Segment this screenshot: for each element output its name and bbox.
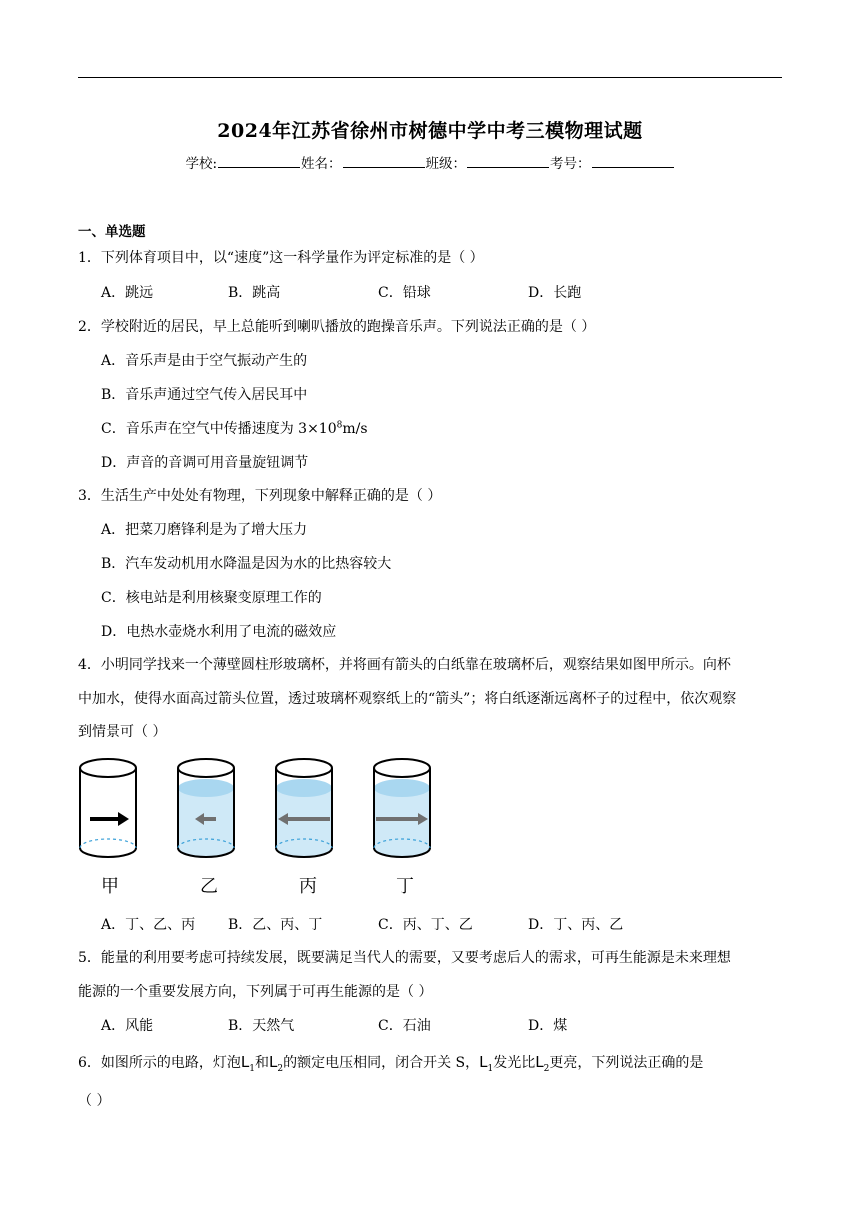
q3-option-c[interactable]: C．核电站是利用核聚变原理工作的 (101, 590, 322, 606)
q1-stem: 1．下列体育项目中，以“速度”这一科学量作为评定标准的是（ ） (78, 250, 484, 266)
q4-option-b[interactable]: B．乙、丙、丁 (228, 917, 323, 933)
q6-text-1: 6．如图所示的电路，灯泡 (78, 1055, 241, 1071)
q6-text-4: 发光比 (493, 1055, 536, 1071)
q4-option-d[interactable]: D．丁、丙、乙 (528, 917, 624, 933)
caption-jia: 甲 (101, 876, 119, 897)
q2-option-d[interactable]: D．声音的音调可用音量旋钮调节 (101, 455, 309, 471)
q6-text-5: 更亮，下列说法正确的是 (549, 1055, 704, 1071)
q2-option-a[interactable]: A．音乐声是由于空气振动产生的 (101, 353, 308, 369)
q4-stem-line3: 到情景可（ ） (78, 724, 167, 740)
lamp-l1-sub-b: 1 (487, 1063, 494, 1074)
student-info (0, 152, 860, 172)
q4-option-a[interactable]: A．丁、乙、丙 (101, 917, 196, 933)
q2-option-c-text: C．音乐声在空气中传播速度为 3×10 (101, 421, 337, 437)
q4-stem-line1: 4．小明同学找来一个薄壁圆柱形玻璃杯，并将画有箭头的白纸靠在玻璃杯后，观察结果如图甲所示。向杯 (78, 657, 731, 673)
caption-ding: 丁 (396, 876, 414, 897)
q3-stem: 3．生活生产中处处有物理，下列现象中解释正确的是（ ） (78, 488, 442, 504)
q2-option-c[interactable] (101, 418, 368, 438)
name-label: 姓名： (301, 156, 342, 172)
glass-bing (276, 759, 332, 857)
top-rule (78, 77, 782, 78)
glass-jia (80, 759, 136, 857)
q3-option-d[interactable]: D．电热水壶烧水利用了电流的磁效应 (101, 624, 337, 640)
q4-glass-figure (70, 748, 470, 868)
glass-ding (374, 759, 430, 857)
q5-option-c[interactable]: C．石油 (378, 1018, 431, 1034)
q4-option-c[interactable]: C．丙、丁、乙 (378, 917, 473, 933)
school-blank[interactable] (218, 155, 300, 168)
lamp-l1-letter: L (240, 1053, 250, 1071)
lamp-l1-sub: 1 (249, 1063, 256, 1074)
glass-yi (178, 759, 234, 857)
class-blank[interactable] (467, 155, 549, 168)
q5-stem-line1: 5．能量的利用要考虑可持续发展，既要满足当代人的需要，又要考虑后人的需求，可再生能源是未来理想 (78, 950, 731, 966)
q6-stem-line1 (78, 1052, 703, 1074)
q3-option-b[interactable]: B．汽车发动机用水降温是因为水的比热容较大 (101, 556, 392, 572)
name-blank[interactable] (343, 155, 425, 168)
q6-text-3: 的额定电压相同，闭合开关 S， (283, 1055, 480, 1071)
lamp-l2-sub-b: 2 (543, 1063, 550, 1074)
q5-option-b[interactable]: B．天然气 (228, 1018, 295, 1034)
q5-stem-line2: 能源的一个重要发展方向，下列属于可再生能源的是（ ） (78, 984, 433, 1000)
q6-stem-line2: （ ） (78, 1093, 111, 1109)
class-label: 班级： (425, 156, 467, 172)
lamp-l2-letter: L (269, 1053, 278, 1071)
caption-yi: 乙 (200, 876, 218, 897)
lamp-l2-sub: 2 (277, 1063, 284, 1074)
page-title: 2024年江苏省徐州市树德中学中考三模物理试题 (217, 120, 643, 142)
q5-option-d[interactable]: D．煤 (528, 1018, 568, 1034)
q2-stem: 2．学校附近的居民，早上总能听到喇叭播放的跑操音乐声。下列说法正确的是（ ） (78, 319, 596, 335)
q2-option-b[interactable]: B．音乐声通过空气传入居民耳中 (101, 387, 308, 403)
lamp-l1-letter-b: L (479, 1053, 488, 1071)
lamp-l2-letter-b: L (535, 1053, 544, 1071)
q2-option-c-unit: m/s (342, 421, 368, 437)
q1-option-a[interactable]: A．跳远 (101, 285, 154, 301)
section-heading: 一、单选题 (78, 224, 146, 240)
number-blank[interactable] (592, 155, 674, 168)
school-label: 学校: (185, 156, 218, 172)
q4-stem-line2: 中加水，使得水面高过箭头位置，透过玻璃杯观察纸上的“箭头”；将白纸逐渐远离杯子的过程中，依次观察 (78, 691, 737, 707)
q5-option-a[interactable]: A．风能 (101, 1018, 154, 1034)
q1-option-d[interactable]: D．长跑 (528, 285, 582, 301)
q3-option-a[interactable]: A．把菜刀磨锋利是为了增大压力 (101, 522, 308, 538)
q1-option-b[interactable]: B．跳高 (228, 285, 281, 301)
q2-option-c-exp: 8 (336, 420, 343, 431)
number-label: 考号： (550, 156, 591, 172)
caption-bing: 丙 (299, 876, 317, 897)
q1-option-c[interactable]: C．铅球 (378, 285, 431, 301)
right-arrow-icon (118, 812, 129, 826)
q6-text-2: 和 (255, 1055, 270, 1071)
